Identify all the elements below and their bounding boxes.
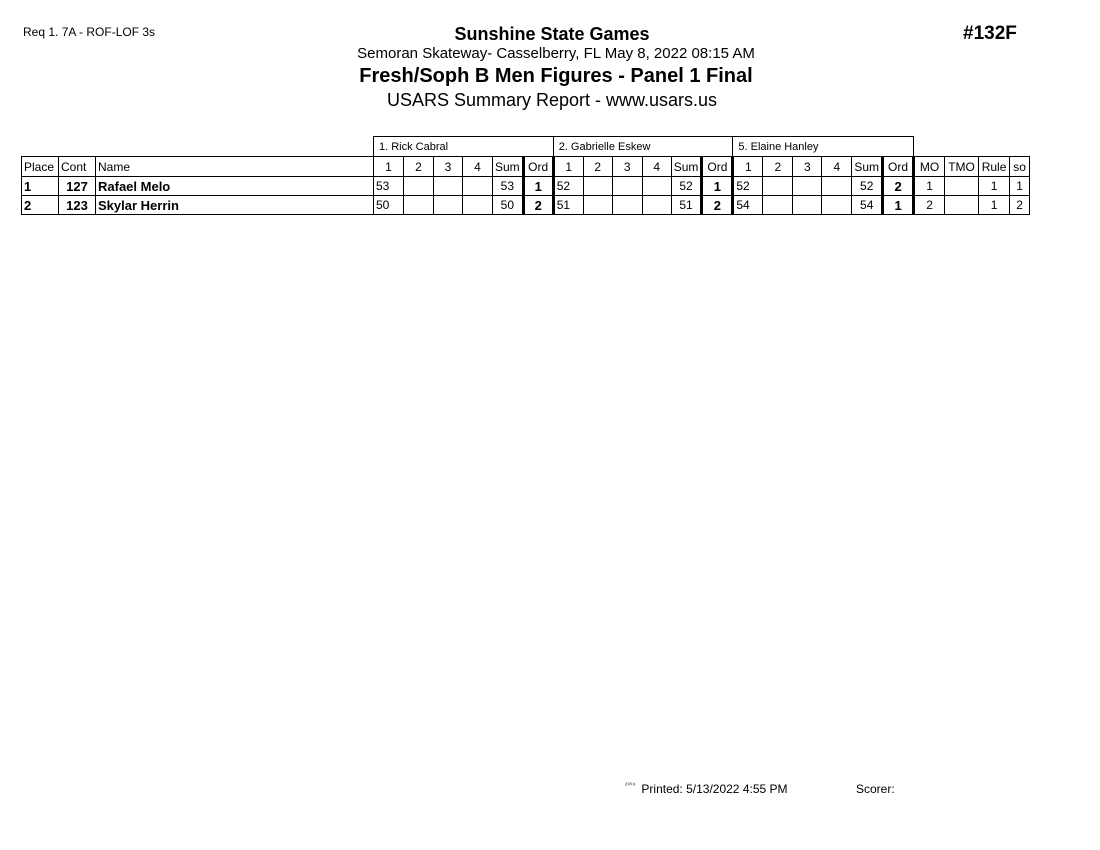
row-j3-s2 <box>763 196 793 215</box>
col-rule: Rule <box>979 157 1010 177</box>
col-j2-ord: Ord <box>702 157 733 177</box>
table-row <box>22 177 1030 196</box>
row-j3-s2 <box>763 177 793 196</box>
col-j3-s4: 4 <box>822 157 852 177</box>
row-j1-s3 <box>434 196 463 215</box>
row-j2-s4 <box>642 177 671 196</box>
row-tmo <box>945 196 979 215</box>
row-j2-s1: 51 <box>553 196 583 215</box>
row-j1-ord: 1 <box>523 177 553 196</box>
col-place: Place <box>22 157 59 177</box>
col-j1-s2: 2 <box>404 157 434 177</box>
row-j1-s1: 53 <box>374 177 404 196</box>
row-j2-s2 <box>583 196 612 215</box>
judge-row-spacer-right <box>914 137 1030 157</box>
row-rule: 1 <box>979 177 1010 196</box>
row-place: 2 <box>22 196 59 215</box>
col-j1-s3: 3 <box>434 157 463 177</box>
scorer-label: Scorer: <box>856 782 895 796</box>
row-so: 2 <box>1010 196 1030 215</box>
col-j1-s4: 4 <box>463 157 493 177</box>
event-title: Fresh/Soph B Men Figures - Panel 1 Final <box>359 65 753 87</box>
col-name: Name <box>96 157 374 177</box>
report-ref: Req 1. 7A - ROF-LOF 3s <box>23 25 156 39</box>
row-j1-s3 <box>434 177 463 196</box>
col-j1-s1: 1 <box>374 157 404 177</box>
col-j2-sum: Sum <box>671 157 702 177</box>
results-table <box>21 136 1030 215</box>
col-j3-s2: 2 <box>763 157 793 177</box>
judge-header-row <box>22 137 1030 157</box>
col-j3-ord: Ord <box>883 157 914 177</box>
col-j3-sum: Sum <box>852 157 883 177</box>
row-j3-s3 <box>793 196 822 215</box>
row-cont: 123 <box>59 196 96 215</box>
event-number: #132F <box>963 23 1017 44</box>
judge-2-name: 2. Gabrielle Eskew <box>553 137 733 157</box>
row-j2-ord: 2 <box>702 196 733 215</box>
row-tmo <box>945 177 979 196</box>
row-j2-s3 <box>612 177 642 196</box>
row-j2-sum: 52 <box>671 177 702 196</box>
row-j2-s2 <box>583 177 612 196</box>
row-j3-ord: 1 <box>883 196 914 215</box>
col-j3-s1: 1 <box>733 157 763 177</box>
judge-row-spacer <box>22 137 374 157</box>
judge-3-name: 5. Elaine Hanley <box>733 137 914 157</box>
col-j2-s1: 1 <box>553 157 583 177</box>
row-j1-s4 <box>463 196 493 215</box>
printed-date: Printed: 5/13/2022 4:55 PM <box>641 782 788 796</box>
col-tmo: TMO <box>945 157 979 177</box>
col-so: so <box>1010 157 1030 177</box>
printed-footer <box>625 782 788 796</box>
row-j1-s2 <box>404 196 434 215</box>
col-j1-ord: Ord <box>523 157 553 177</box>
row-j2-s1: 52 <box>553 177 583 196</box>
footer-code: ²³⁰³ <box>625 783 636 789</box>
row-mo: 1 <box>914 177 945 196</box>
venue-line: Semoran Skateway- Casselberry, FL May 8, 2022 08:15 AM <box>357 45 755 62</box>
col-cont: Cont <box>59 157 96 177</box>
column-header-row <box>22 157 1030 177</box>
row-j3-sum: 52 <box>852 177 883 196</box>
row-j1-s1: 50 <box>374 196 404 215</box>
row-j3-sum: 54 <box>852 196 883 215</box>
competition-title: Sunshine State Games <box>454 24 650 44</box>
row-j2-s4 <box>642 196 671 215</box>
row-cont: 127 <box>59 177 96 196</box>
row-rule: 1 <box>979 196 1010 215</box>
row-j1-ord: 2 <box>523 196 553 215</box>
row-mo: 2 <box>914 196 945 215</box>
row-place: 1 <box>22 177 59 196</box>
row-name: Rafael Melo <box>96 177 374 196</box>
row-j3-s4 <box>822 177 852 196</box>
col-j2-s3: 3 <box>612 157 642 177</box>
row-j3-s1: 54 <box>733 196 763 215</box>
row-j1-s4 <box>463 177 493 196</box>
row-j3-s1: 52 <box>733 177 763 196</box>
row-j3-s3 <box>793 177 822 196</box>
row-j1-sum: 50 <box>493 196 524 215</box>
report-line: USARS Summary Report - www.usars.us <box>386 90 718 110</box>
row-name: Skylar Herrin <box>96 196 374 215</box>
row-j1-s2 <box>404 177 434 196</box>
row-j2-ord: 1 <box>702 177 733 196</box>
row-so: 1 <box>1010 177 1030 196</box>
judge-1-name: 1. Rick Cabral <box>374 137 554 157</box>
row-j3-s4 <box>822 196 852 215</box>
col-j3-s3: 3 <box>793 157 822 177</box>
row-j1-sum: 53 <box>493 177 524 196</box>
row-j3-ord: 2 <box>883 177 914 196</box>
col-j2-s4: 4 <box>642 157 671 177</box>
col-j2-s2: 2 <box>583 157 612 177</box>
table-row <box>22 196 1030 215</box>
row-j2-sum: 51 <box>671 196 702 215</box>
row-j2-s3 <box>612 196 642 215</box>
col-j1-sum: Sum <box>493 157 524 177</box>
col-mo: MO <box>914 157 945 177</box>
